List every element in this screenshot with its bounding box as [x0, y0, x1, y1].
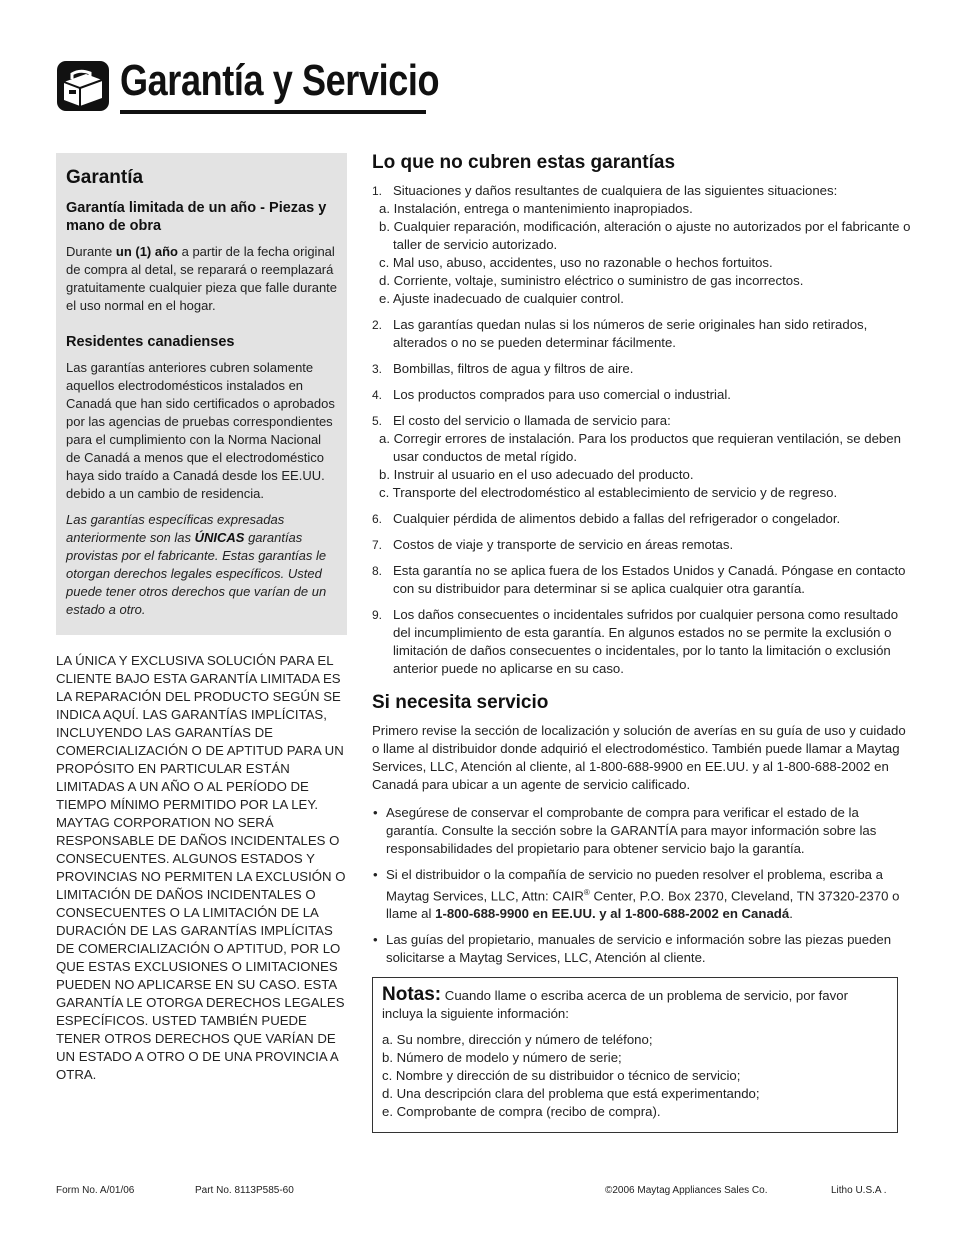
sub-list-item: b. Cualquier reparación, modificación, alteración o ajuste no autorizados por el fabricante o taller de servicio autorizado. — [379, 219, 911, 252]
notes-item: c. Nombre y dirección de su distribuidor o técnico de servicio; — [382, 1068, 741, 1083]
list-number: 3. — [372, 362, 383, 376]
list-text: Bombillas, filtros de agua y filtros de aire. — [393, 361, 634, 376]
list-item — [372, 562, 912, 598]
part-number: Part No. 8113P585-60 — [195, 1185, 294, 1196]
notes-item: b. Número de modelo y número de serie; — [382, 1050, 622, 1065]
list-number: 8. — [372, 564, 383, 578]
list-item — [372, 386, 912, 404]
list-number: 1. — [372, 184, 383, 198]
service-heading: Si necesita servicio — [372, 692, 549, 713]
limited-warranty-text: Durante un (1) año a partir de la fecha original de compra al detal, se reparará o reemplazará gratuitamente cualquier pieza que falle durante el uso normal en el hogar. — [66, 244, 338, 313]
right-column — [372, 152, 912, 975]
list-item — [372, 412, 912, 502]
notes-list — [382, 1031, 888, 1121]
not-covered-heading: Lo que no cubren estas garantías — [372, 152, 676, 173]
list-text: Cualquier pérdida de alimentos debido a fallas del refrigerador o congelador. — [393, 511, 841, 526]
page-header — [56, 56, 440, 120]
page-title: Garantía y Servicio — [120, 56, 440, 105]
sub-list-item: c. Mal uso, abuso, accidentes, uso no razonable o hechos fortuitos. — [379, 255, 773, 270]
notes-item: e. Comprobante de compra (recibo de compra). — [382, 1104, 661, 1119]
list-number: 5. — [372, 414, 383, 428]
sub-list-item: a. Instalación, entrega o mantenimiento inapropiados. — [379, 201, 693, 216]
service-bullets — [372, 804, 912, 967]
list-text: El costo del servicio o llamada de servicio para: — [393, 413, 671, 428]
notes-item: a. Su nombre, dirección y número de teléfono; — [382, 1032, 653, 1047]
legal-disclaimer: LA ÚNICA Y EXCLUSIVA SOLUCIÓN PARA EL CLIENTE BAJO ESTA GARANTÍA LIMITADA ES LA REPARACIÓN DEL PRODUCTO SEGÚN SE INDICA AQUÍ. LAS GARANTÍAS IMPLÍCITAS, INCLUYENDO LAS GARANTÍAS DE COMERCIALIZACIÓN O DE APTITUD PARA UN PROPÓSITO EN PARTICULAR ESTÁN LIMITADAS A UN AÑO O AL PERÍODO DE TIEMPO MÍNIMO PERMITIDO POR LA LEY. MAYTAG CORPORATION NO SERÁ RESPONSABLE DE DAÑOS INCIDENTALES O CONSECUENTES. ALGUNOS ESTADOS Y PROVINCIAS NO PERMITEN LA EXCLUSIÓN O LIMITACIÓN DE DAÑOS INCIDENTALES O CONSECUENTES O LA LIMITACIÓN DE LA DURACIÓN DE LAS GARANTÍAS IMPLÍCITAS DE COMERCIALIZACIÓN O APTITUD, POR LO QUE ESTAS EXCLUSIONES O LIMITACIONES PUEDEN NO APLICARSE EN SU CASO. ESTA GARANTÍA LE OTORGA DERECHOS LEGALES ESPECÍFICOS. USTED TAMBIÉN PUEDE TENER OTROS DERECHOS QUE VARÍAN DE UN ESTADO A OTRO O DE UNA PROVINCIA A OTRA. — [56, 653, 346, 1082]
list-item — [372, 536, 912, 554]
list-text: Situaciones y daños resultantes de cualquiera de las siguientes situaciones: — [393, 183, 838, 198]
list-item: • Si el distribuidor o la compañía de servicio no pueden resolver el problema, escriba a Maytag Services, LLC, Attn: CAIR® Center, P.O. Box 2370, Cleveland, TN 37320-2370 o llame al 1-800-688-9900 en EE.UU. y al 1-800-688-2002 en Canadá. — [373, 867, 900, 922]
sub-list-item: c. Transporte del electrodoméstico al establecimiento de servicio y de regreso. — [379, 485, 838, 500]
canada-heading: Residentes canadienses — [66, 334, 235, 350]
list-text: Esta garantía no se aplica fuera de los Estados Unidos y Canadá. Póngase en contacto con su distribuidor para determinar si se aplica cualquier otra garantía. — [393, 563, 906, 596]
list-text: Los daños consecuentes o incidentales sufridos por cualquier persona como resultado del incumplimiento de esta garantía. En algunos estados no se permite la exclusión o limitación de daños consecuentes o incidentales, por lo tanto la limitación o exclusión anterior puede no aplicarse en su caso. — [393, 607, 899, 676]
sub-list-item: a. Corregir errores de instalación. Para los productos que requieran ventilación, se deben usar conductos de metal rígido. — [379, 431, 901, 464]
form-number: Form No. A/01/06 — [56, 1185, 135, 1196]
not-covered-list — [372, 182, 912, 678]
list-item: • Asegúrese de conservar el comprobante de compra para verificar el estado de la garantía. Consulte la sección sobre la GARANTÍA para mayor información sobre las responsabilidades del propietario para obtener servicio bajo la garantía. — [373, 805, 877, 856]
list-number: 9. — [372, 608, 383, 622]
warranty-heading: Garantía — [66, 167, 144, 188]
notes-heading: Notas: — [382, 984, 442, 1005]
list-item — [372, 360, 912, 378]
list-item — [372, 606, 912, 678]
sub-list-item: e. Ajuste inadecuado de cualquier control. — [379, 291, 624, 306]
notes-intro: Notas: Cuando llame o escriba acerca de un problema de servicio, por favor incluya la siguiente información: — [382, 984, 848, 1021]
notes-box — [372, 977, 898, 1133]
specific-warranties-text: Las garantías específicas expresadas anteriormente son las ÚNICAS garantías provistas por el fabricante. Estas garantías le otorgan derechos legales específicos. Usted puede tener otros derechos que varían de un estado a otro. — [66, 512, 327, 617]
list-text: Costos de viaje y transporte de servicio en áreas remotas. — [393, 537, 734, 552]
title-underline — [120, 110, 426, 114]
warranty-box — [56, 153, 347, 635]
service-intro: Primero revise la sección de localización y solución de averías en su guía de uso y cuidado o llame al distribuidor donde adquirió el electrodoméstico. También puede llamar a Maytag Services, LLC, Atención al cliente, al 1-800-688-9900 en EE.UU. y al 1-800-688-2002 en Canadá para ubicar a un agente de servicio calificado. — [372, 723, 906, 792]
list-text: Los productos comprados para uso comercial o industrial. — [393, 387, 731, 402]
list-item — [372, 316, 912, 352]
sub-list-item: b. Instruir al usuario en el uso adecuado del producto. — [379, 467, 694, 482]
sub-list-item: d. Corriente, voltaje, suministro eléctrico o suministro de gas incorrectos. — [379, 273, 804, 288]
list-number: 7. — [372, 538, 383, 552]
list-number: 2. — [372, 318, 383, 332]
toolbox-icon — [56, 60, 110, 112]
list-item: • Las guías del propietario, manuales de servicio e información sobre las piezas pueden solicitarse a Maytag Services, LLC, Atención al cliente. — [373, 932, 892, 966]
copyright: ©2006 Maytag Appliances Sales Co. — [605, 1185, 768, 1196]
list-item — [372, 182, 912, 308]
canada-text: Las garantías anteriores cubren solamente aquellos electrodomésticos instalados en Canadá que han sido certificados o aprobados por las agencias de pruebas correspondientes para el cumplimiento con la Norma Nacional de Canadá a menos que el electrodoméstico haya sido traído a Canadá desde los EE.UU. debido a un cambio de residencia. — [66, 360, 335, 501]
notes-item: d. Una descripción clara del problema que está experimentando; — [382, 1086, 760, 1101]
list-number: 6. — [372, 512, 383, 526]
litho: Litho U.S.A . — [831, 1185, 887, 1196]
list-text: Las garantías quedan nulas si los números de serie originales han sido retirados, alterados o no se pueden determinar fácilmente. — [393, 317, 868, 350]
list-item — [372, 510, 912, 528]
list-number: 4. — [372, 388, 383, 402]
limited-warranty-heading: Garantía limitada de un año - Piezas y mano de obra — [66, 200, 327, 234]
